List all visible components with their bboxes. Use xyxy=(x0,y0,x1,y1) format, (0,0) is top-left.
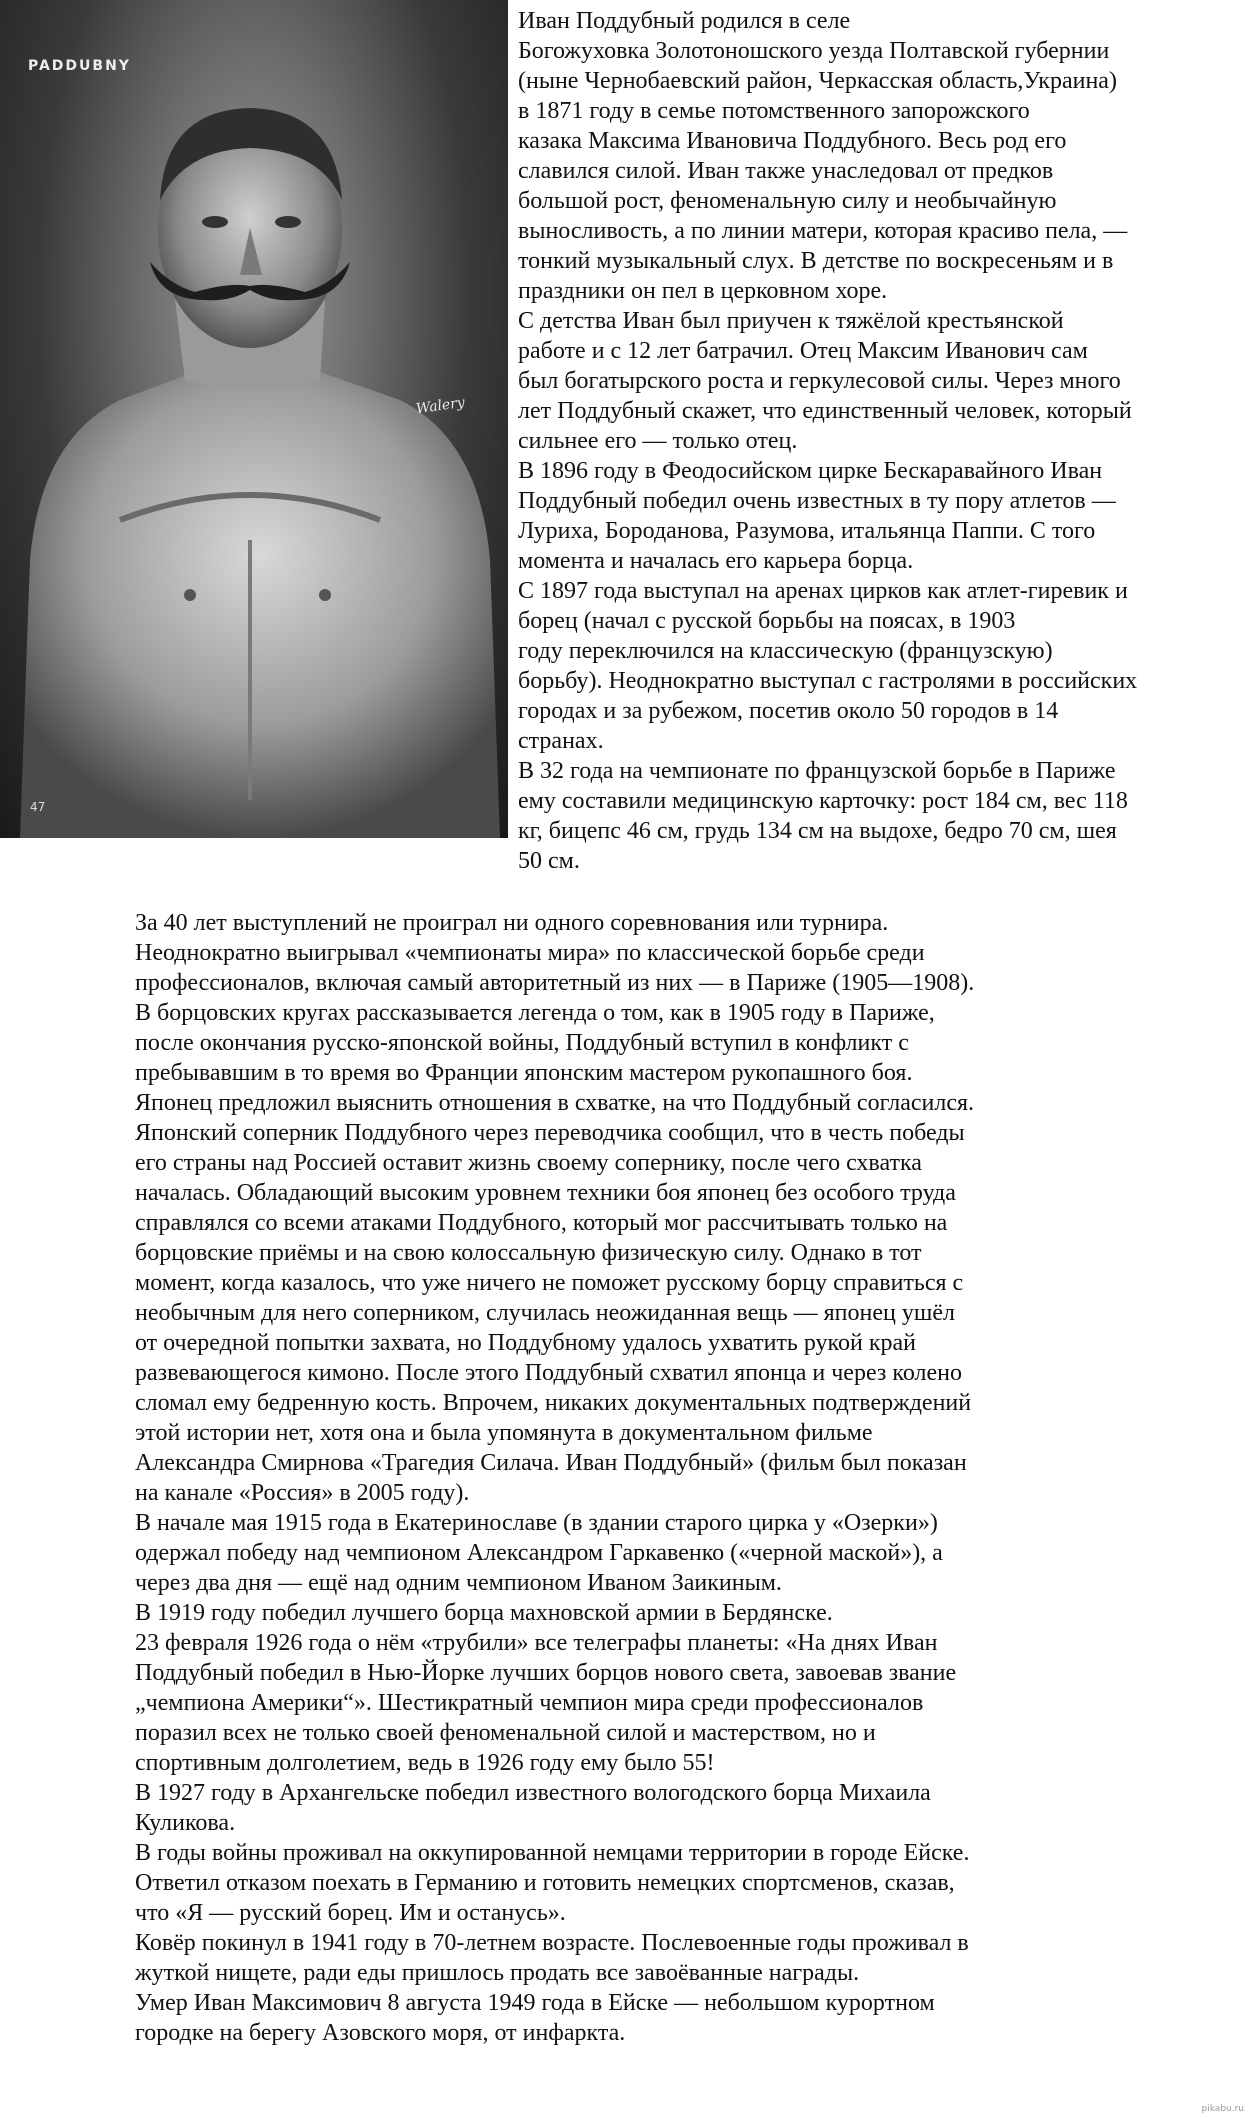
paragraph-1897: С 1897 года выступал на аренах цирков как атлет-гиревик и борец (начал с русской борьбы на поясах, в 1903 году переключился на классическую (французскую) борьбу). Неоднократно выступал с гастролями в российских городах и за рубежом, посетив около 50 городов в 14 странах. xyxy=(518,578,1138,754)
paragraph-undefeated: За 40 лет выступлений не проиграл ни одного соревнования или турнира. Неоднократно выигрывал «чемпионаты мира» по классической борьбе среди профессионалов, включая самый авторитетный из них — в Париже (1905—1908). xyxy=(135,910,975,996)
paragraph-medical-card: В 32 года на чемпионате по французской борьбе в Париже ему составили медицинскую карточку: рост 184 см, вес 118 кг, бицепс 46 см, грудь 134 см на выдохе, бедро 70 см, шея 50 см. xyxy=(518,758,1128,874)
paragraph-birth: Иван Поддубный родился в селе Богожуховка Золотоношского уезда Полтавской губернии (ныне Чернобаевский район, Черкасская область,Украина) в 1871 году в семье потомственного запорожского казака Максима Ивановича Поддубного. Весь род его славился силой. Иван также унаследовал от предков большой рост, феноменальную силу и необычайную выносливость, а по линии матери, которая красиво пела, — тонкий музыкальный слух. В детстве по воскресеньям и в праздники он пел в церковном хоре. xyxy=(518,8,1128,304)
photo-caption: PADDUBNY xyxy=(28,58,131,74)
paragraph-legend: В борцовских кругах рассказывается легенда о том, как в 1905 году в Париже, после окончания русско-японской войны, Поддубный вступил в конфликт с пребывавшим в то время во Франции японским мастером рукопашного боя. Японец предложил выяснить отношения в схватке, на что Поддубный согласился. Японский соперник Поддубного через переводчика сообщил, что в честь победы его страны над Россией оставит жизнь своему сопернику, после чего схватка началась. Обладающий высоким уровнем техники боя японец без особого труда справлялся со всеми атаками Поддубного, который мог рассчитывать только на борцовские приёмы и на свою колоссальную физическую силу. Однако в тот момент, когда казалось, что уже ничего не поможет русскому борцу справиться с необычным для него соперником, случилась неожиданная вещь — японец ушёл от очередной попытки захвата, но Поддубному удалось ухватить рукой край развевающегося кимоно. После этого Поддубный схватил японца и через колено сломал ему бедренную кость. Впрочем, никаких документальных подтверждений этой истории нет, хотя она и была упомянута в документальном фильме Александра Смирнова «Трагедия Силача. Иван Поддубный» (фильм был показан на канале «Россия» в 2005 году). xyxy=(135,1000,975,1506)
paragraph-1927: В 1927 году в Архангельске победил известного вологодского борца Михаила Куликова. xyxy=(135,1780,931,1836)
paragraph-1926: 23 февраля 1926 года о нём «трубили» все телеграфы планеты: «На днях Иван Поддубный победил в Нью-Йорке лучших борцов нового света, завоевав звание „чемпиона Америки“». Шестикратный чемпион мира среди профессионалов поразил всех не только своей феноменальной силой и мастерством, но и спортивным долголетием, ведь в 1926 году ему было 55! xyxy=(135,1630,957,1776)
main-text xyxy=(135,908,1215,2048)
photo-number: 47 xyxy=(30,800,46,814)
paragraph-retirement: Ковёр покинул в 1941 году в 70-летнем возрасте. Послевоенные годы проживал в жуткой нищете, ради еды пришлось продать все завоёванные награды. xyxy=(135,1930,969,1986)
portrait-photo xyxy=(0,0,508,838)
watermark: pikabu.ru xyxy=(1201,2104,1244,2114)
intro-text xyxy=(518,6,1228,876)
paragraph-war: В годы войны проживал на оккупированной немцами территории в городе Ейске. Ответил отказом поехать в Германию и готовить немецких спортсменов, сказав, что «Я — русский борец. Им и останусь». xyxy=(135,1840,970,1926)
portrait-figure xyxy=(0,0,508,838)
photographer-signature: Walery xyxy=(415,394,466,418)
paragraph-1919: В 1919 году победил лучшего борца махновской армии в Бердянске. xyxy=(135,1600,833,1626)
paragraph-1896: В 1896 году в Феодосийском цирке Бескаравайного Иван Поддубный победил очень известных в ту пору атлетов — Луриха, Бороданова, Разумова, итальянца Паппи. С того момента и началась его карьера борца. xyxy=(518,458,1116,574)
paragraph-childhood: С детства Иван был приучен к тяжёлой крестьянской работе и с 12 лет батрачил. Отец Максим Иванович сам был богатырского роста и геркулесовой силы. Через много лет Поддубный скажет, что единственный человек, который сильнее его — только отец. xyxy=(518,308,1132,454)
paragraph-1915: В начале мая 1915 года в Екатеринославе (в здании старого цирка у «Озерки») одержал победу над чемпионом Александром Гаркавенко («черной маской»), а через два дня — ещё над одним чемпионом Иваном Заикиным. xyxy=(135,1510,943,1596)
paragraph-death: Умер Иван Максимович 8 августа 1949 года в Ейске — небольшом курортном городке на берегу Азовского моря, от инфаркта. xyxy=(135,1990,935,2046)
